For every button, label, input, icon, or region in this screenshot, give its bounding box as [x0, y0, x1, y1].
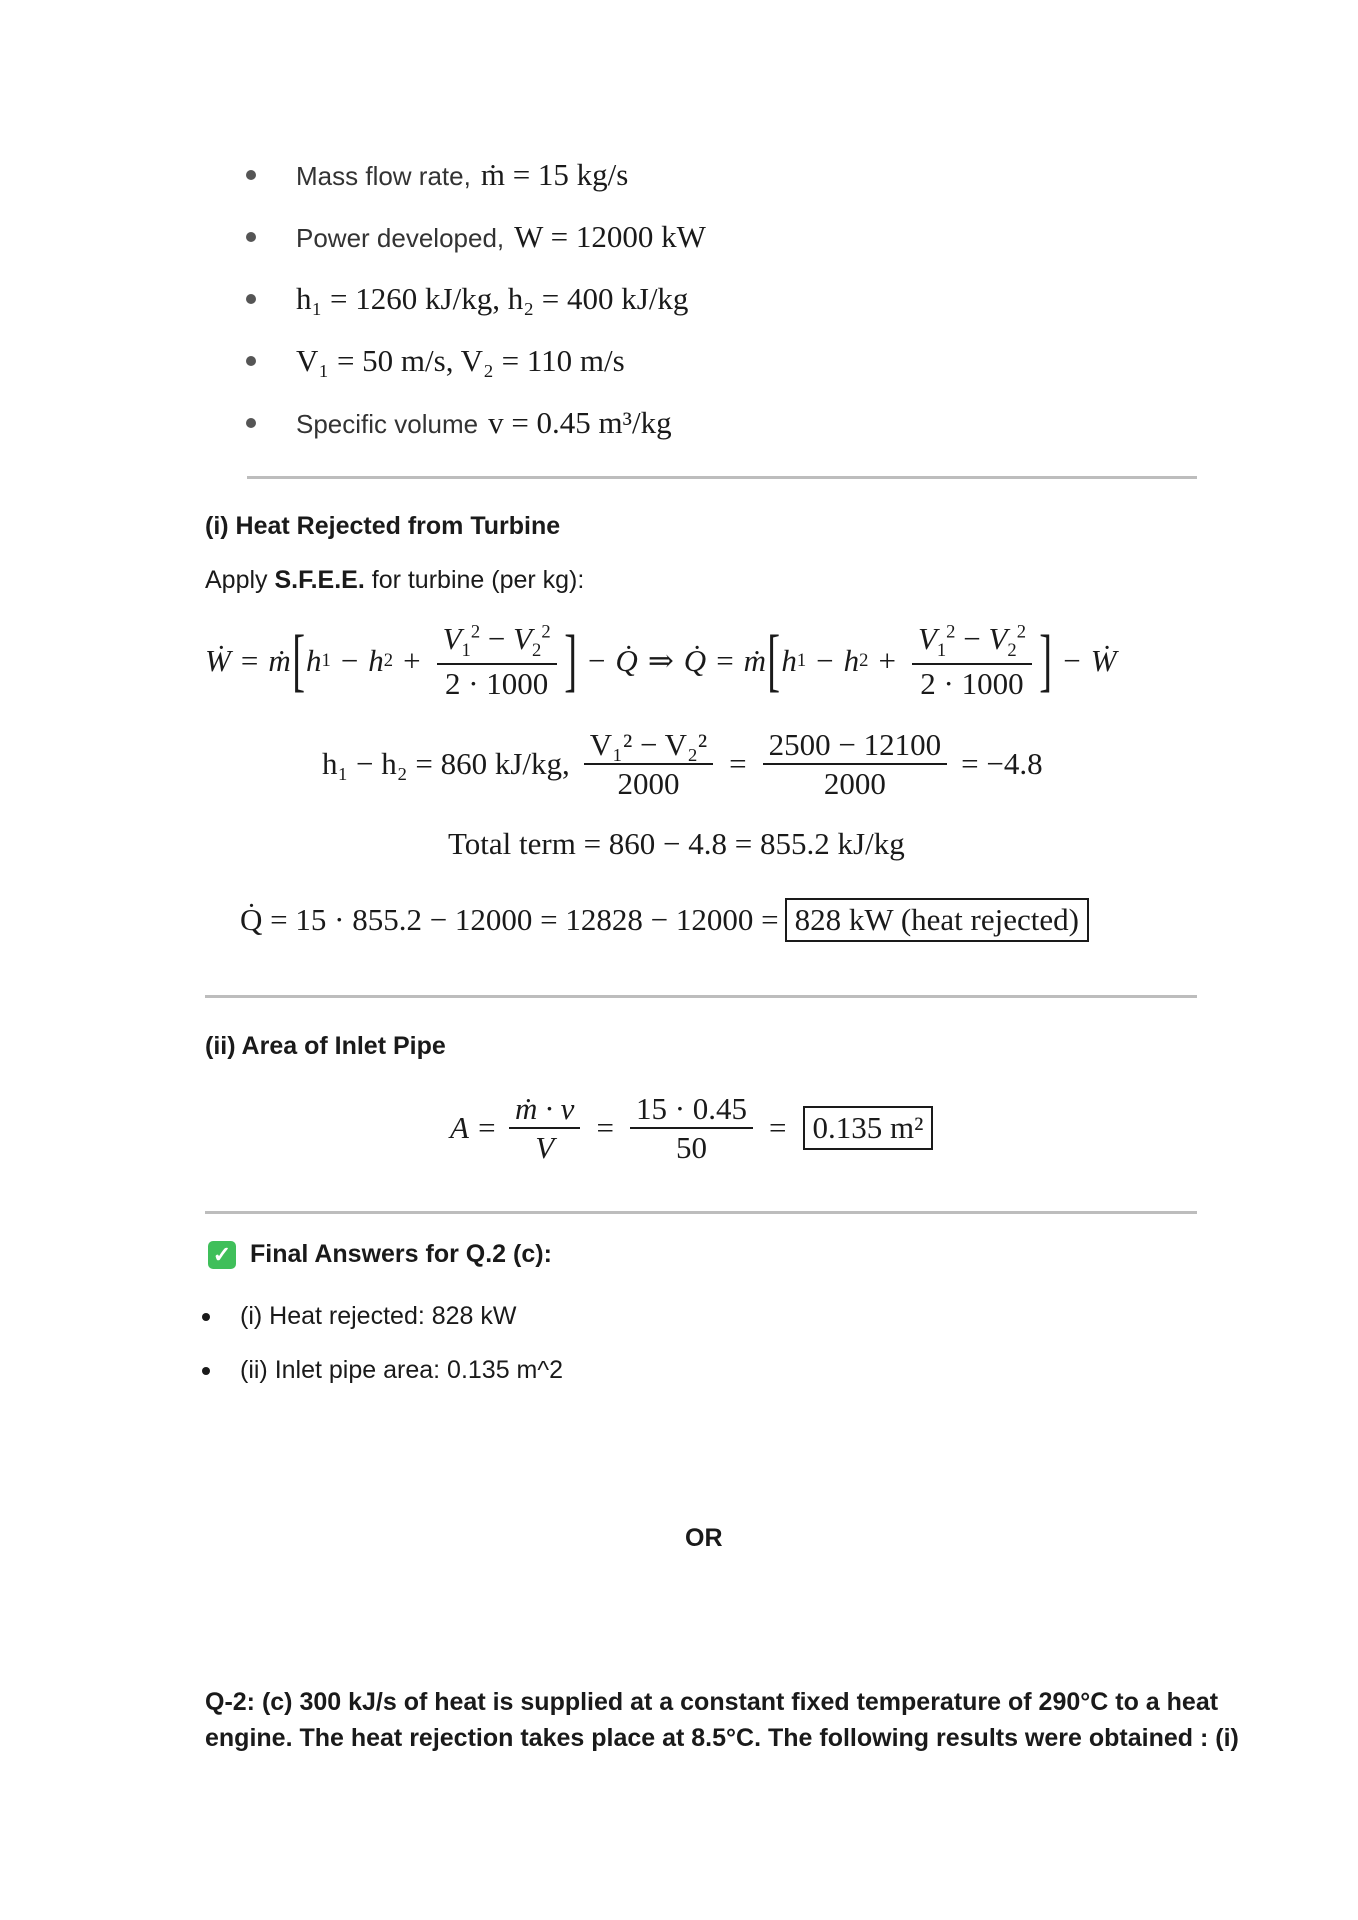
answer-box: 0.135 m²	[803, 1106, 934, 1150]
question-line: engine. The heat rejection takes place at 8.5°C. The following results were obtained : (i)	[205, 1724, 1239, 1752]
intro-text: Apply S.F.E.E. for turbine (per kg):	[205, 566, 585, 594]
area-equation: A = $\frac{\text{ṁ · v}}{V}$ = $\frac{15 \cdot 0.45}{50}$ = 0.135 m²	[450, 1090, 933, 1166]
answer-item: (i) Heat rejected: 828 kW	[202, 1302, 517, 1331]
or-separator: OR	[685, 1524, 723, 1552]
final-answers-heading: ✓ Final Answers for Q.2 (c):	[208, 1240, 552, 1269]
total-term-equation: Total term = 860 − 4.8 = 855.2 kJ/kg	[448, 826, 905, 861]
check-icon: ✓	[208, 1241, 236, 1269]
divider	[205, 995, 1197, 998]
bullet	[246, 418, 256, 428]
enthalpy-equation: h₁ − h₂ = 860 kJ/kg, $\frac{\text{V₁² − V₂²}}{2000}$ = $\frac{2500 - 12100}{2000}$ = −4.8	[322, 727, 1043, 802]
answer-box: 828 kW (heat rejected)	[785, 898, 1089, 942]
heat-equation: Q̇ = 15 · 855.2 − 12000 = 12828 − 12000 = 828 kW (heat rejected)	[240, 898, 1089, 942]
section-heading: (i) Heat Rejected from Turbine	[205, 512, 561, 540]
bullet	[202, 1367, 210, 1375]
bullet	[246, 232, 256, 242]
answer-item: (ii) Inlet pipe area: 0.135 m^2	[202, 1356, 563, 1385]
divider	[247, 476, 1197, 479]
bullet	[246, 356, 256, 366]
sfee-equation: Ẇ = ṁ [ h 1 − h 2 + $\frac{V_1^2 - V_2^2}{2 \cdot 1000}$ ] − Q̇ ⇒ Q̇ = ṁ [ h 1 − h 2 + $\frac{V_1^2 - V_2^2}{2 \cdot 1000}$ ] − Ẇ	[205, 621, 1117, 701]
divider	[205, 1211, 1197, 1214]
bullet	[202, 1313, 210, 1321]
section-heading: (ii) Area of Inlet Pipe	[205, 1032, 446, 1060]
bullet	[246, 170, 256, 180]
question-line: Q-2: (c) 300 kJ/s of heat is supplied at a constant fixed temperature of 290°C to a heat	[205, 1688, 1219, 1716]
bullet	[246, 294, 256, 304]
